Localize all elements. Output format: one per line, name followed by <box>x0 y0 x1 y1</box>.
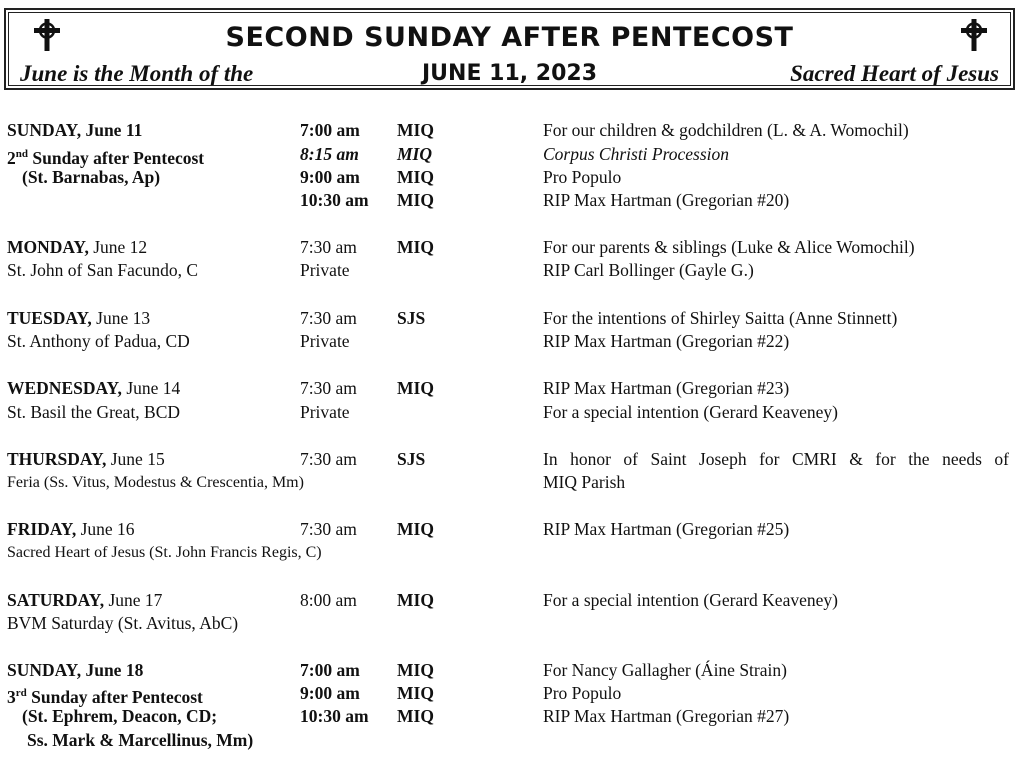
feast-line: Ss. Mark & Marcellinus, Mm) <box>27 730 254 750</box>
mass-time: 7:30 am <box>300 308 357 328</box>
mass-place: MIQ <box>397 590 434 610</box>
month-dedication-left: June is the Month of the <box>20 61 254 86</box>
mass-intention: RIP Max Hartman (Gregorian #27) <box>543 706 790 726</box>
mass-place: MIQ <box>397 167 434 187</box>
mass-intention-continued: MIQ Parish <box>543 472 626 492</box>
mass-time: 7:30 am <box>300 449 357 469</box>
mass-time: 7:00 am <box>300 660 360 680</box>
day-heading: MONDAY, June 12 <box>7 237 148 257</box>
mass-intention: For a special intention (Gerard Keaveney) <box>543 402 838 422</box>
mass-intention: RIP Max Hartman (Gregorian #25) <box>543 519 790 539</box>
mass-time: 10:30 am <box>300 190 369 210</box>
mass-intention: Pro Populo <box>543 683 622 703</box>
bulletin-date: JUNE 11, 2023 <box>421 61 597 86</box>
feast-line: 2nd Sunday after Pentecost <box>7 147 205 168</box>
mass-time: Private <box>300 402 350 422</box>
mass-place: MIQ <box>397 190 434 210</box>
month-dedication-right: Sacred Heart of Jesus <box>790 61 999 86</box>
mass-intention: RIP Max Hartman (Gregorian #22) <box>543 331 790 351</box>
mass-place: MIQ <box>397 706 434 726</box>
mass-intention: For our children & godchildren (L. & A. Womochil) <box>543 120 909 140</box>
mass-time: 7:00 am <box>300 120 360 140</box>
feast-line: St. John of San Facundo, C <box>7 260 199 280</box>
mass-place: MIQ <box>397 237 434 257</box>
mass-intention: For our parents & siblings (Luke & Alice Womochil) <box>543 237 915 257</box>
mass-intention: RIP Max Hartman (Gregorian #23) <box>543 378 790 398</box>
mass-place: SJS <box>397 308 426 328</box>
mass-intention: For Nancy Gallagher (Áine Strain) <box>543 660 787 680</box>
mass-time: 8:00 am <box>300 590 357 610</box>
mass-time: 10:30 am <box>300 706 369 726</box>
mass-time: 8:15 am <box>300 144 359 164</box>
mass-time: 9:00 am <box>300 683 360 703</box>
mass-intention: Corpus Christi Procession <box>543 144 730 164</box>
feast-line: Feria (Ss. Vitus, Modestus & Crescentia, Mm) <box>7 474 304 491</box>
mass-place: MIQ <box>397 120 434 140</box>
mass-intention: For the intentions of Shirley Saitta (Anne Stinnett) <box>543 308 898 328</box>
day-heading: WEDNESDAY, June 14 <box>7 378 181 398</box>
feast-line: St. Anthony of Padua, CD <box>7 331 190 351</box>
mass-place: MIQ <box>397 660 434 680</box>
day-heading: TUESDAY, June 13 <box>7 308 151 328</box>
mass-place: MIQ <box>397 378 434 398</box>
day-heading: SUNDAY, June 11 <box>7 120 143 140</box>
mass-intention: In honor of Saint Joseph for CMRI & for the needs of <box>543 449 1009 469</box>
mass-intention: RIP Carl Bollinger (Gayle G.) <box>543 260 754 280</box>
feast-line: St. Basil the Great, BCD <box>7 402 181 422</box>
mass-place: MIQ <box>397 683 434 703</box>
mass-place: MIQ <box>397 144 433 164</box>
page-title: SECOND SUNDAY AFTER PENTECOST <box>225 22 794 53</box>
mass-place: MIQ <box>397 519 434 539</box>
day-heading: SATURDAY, June 17 <box>7 590 163 610</box>
mass-time: Private <box>300 260 350 280</box>
day-heading: THURSDAY, June 15 <box>7 449 165 469</box>
day-heading: FRIDAY, June 16 <box>7 519 135 539</box>
feast-line: BVM Saturday (St. Avitus, AbC) <box>7 613 239 633</box>
mass-place: SJS <box>397 449 426 469</box>
mass-intention: For a special intention (Gerard Keaveney) <box>543 590 838 610</box>
mass-time: 7:30 am <box>300 519 357 539</box>
day-heading: SUNDAY, June 18 <box>7 660 144 680</box>
feast-line: Sacred Heart of Jesus (St. John Francis Regis, C) <box>7 544 322 561</box>
mass-intention: Pro Populo <box>543 167 622 187</box>
feast-line: (St. Barnabas, Ap) <box>22 167 161 187</box>
feast-line: 3rd Sunday after Pentecost <box>7 686 203 707</box>
mass-intention: RIP Max Hartman (Gregorian #20) <box>543 190 790 210</box>
mass-time: 7:30 am <box>300 237 357 257</box>
feast-line: (St. Ephrem, Deacon, CD; <box>22 706 218 726</box>
mass-time: 7:30 am <box>300 378 357 398</box>
mass-time: Private <box>300 331 350 351</box>
mass-time: 9:00 am <box>300 167 360 187</box>
